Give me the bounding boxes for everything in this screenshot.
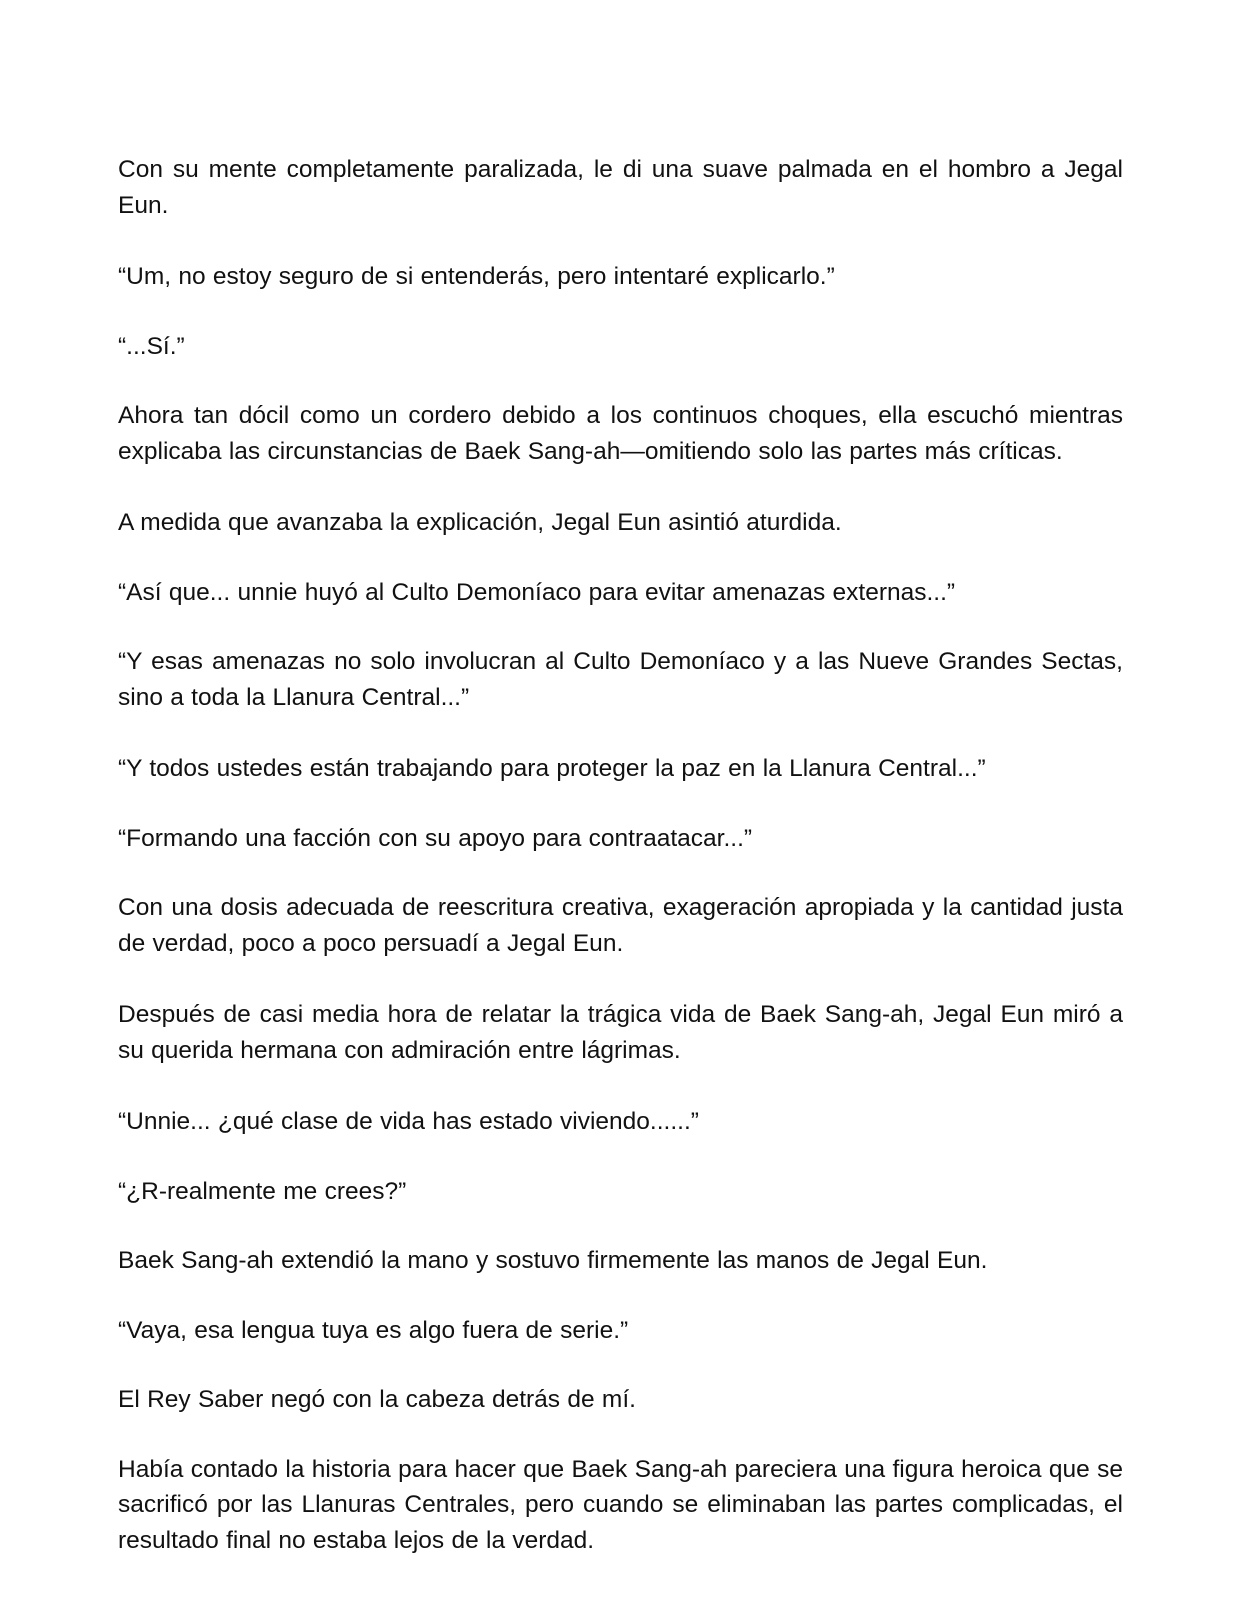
paragraph: Con una dosis adecuada de reescritura creativa, exageración apropiada y la cantidad justa de verdad, poco a poco persuadí a Jegal Eun.: [118, 894, 1123, 957]
paragraph: “¿R-realmente me crees?”: [118, 1177, 407, 1205]
paragraph: “Y esas amenazas no solo involucran al Culto Demoníaco y a las Nueve Grandes Sectas, sino a toda la Llanura Central...”: [118, 648, 1123, 711]
paragraph: Con su mente completamente paralizada, le di una suave palmada en el hombro a Jegal Eun.: [118, 156, 1123, 219]
paragraph: Ahora tan dócil como un cordero debido a los continuos choques, ella escuchó mientras explicaba las circunstancias de Baek Sang-ah—omitiendo solo las partes más críticas.: [118, 402, 1123, 465]
paragraph: El Rey Saber negó con la cabeza detrás de mí.: [118, 1386, 636, 1413]
paragraph: A medida que avanzaba la explicación, Jegal Eun asintió aturdida.: [118, 509, 842, 536]
paragraph: Después de casi media hora de relatar la trágica vida de Baek Sang-ah, Jegal Eun miró a su querida hermana con admiración entre lágrimas.: [118, 1001, 1123, 1064]
paragraph: “Y todos ustedes están trabajando para proteger la paz en la Llanura Central...”: [118, 755, 986, 782]
paragraph: “...Sí.”: [118, 332, 185, 360]
paragraph: “Así que... unnie huyó al Culto Demoníaco para evitar amenazas externas...”: [118, 578, 956, 606]
paragraph: Había contado la historia para hacer que Baek Sang-ah pareciera una figura heroica que se sacrificó por las Llanuras Centrales, pero cuando se eliminaban las partes complicadas, el resultado final no estaba lejos de la verdad.: [118, 1455, 1123, 1554]
paragraph: “Unnie... ¿qué clase de vida has estado viviendo......”: [118, 1108, 699, 1135]
paragraph: “Vaya, esa lengua tuya es algo fuera de serie.”: [118, 1316, 629, 1344]
paragraph: Baek Sang-ah extendió la mano y sostuvo firmemente las manos de Jegal Eun.: [118, 1247, 988, 1274]
document-page: [118, 152, 1123, 1594]
paragraph: “Um, no estoy seguro de si entenderás, pero intentaré explicarlo.”: [118, 263, 835, 290]
paragraph: “Formando una facción con su apoyo para contraatacar...”: [118, 824, 753, 852]
